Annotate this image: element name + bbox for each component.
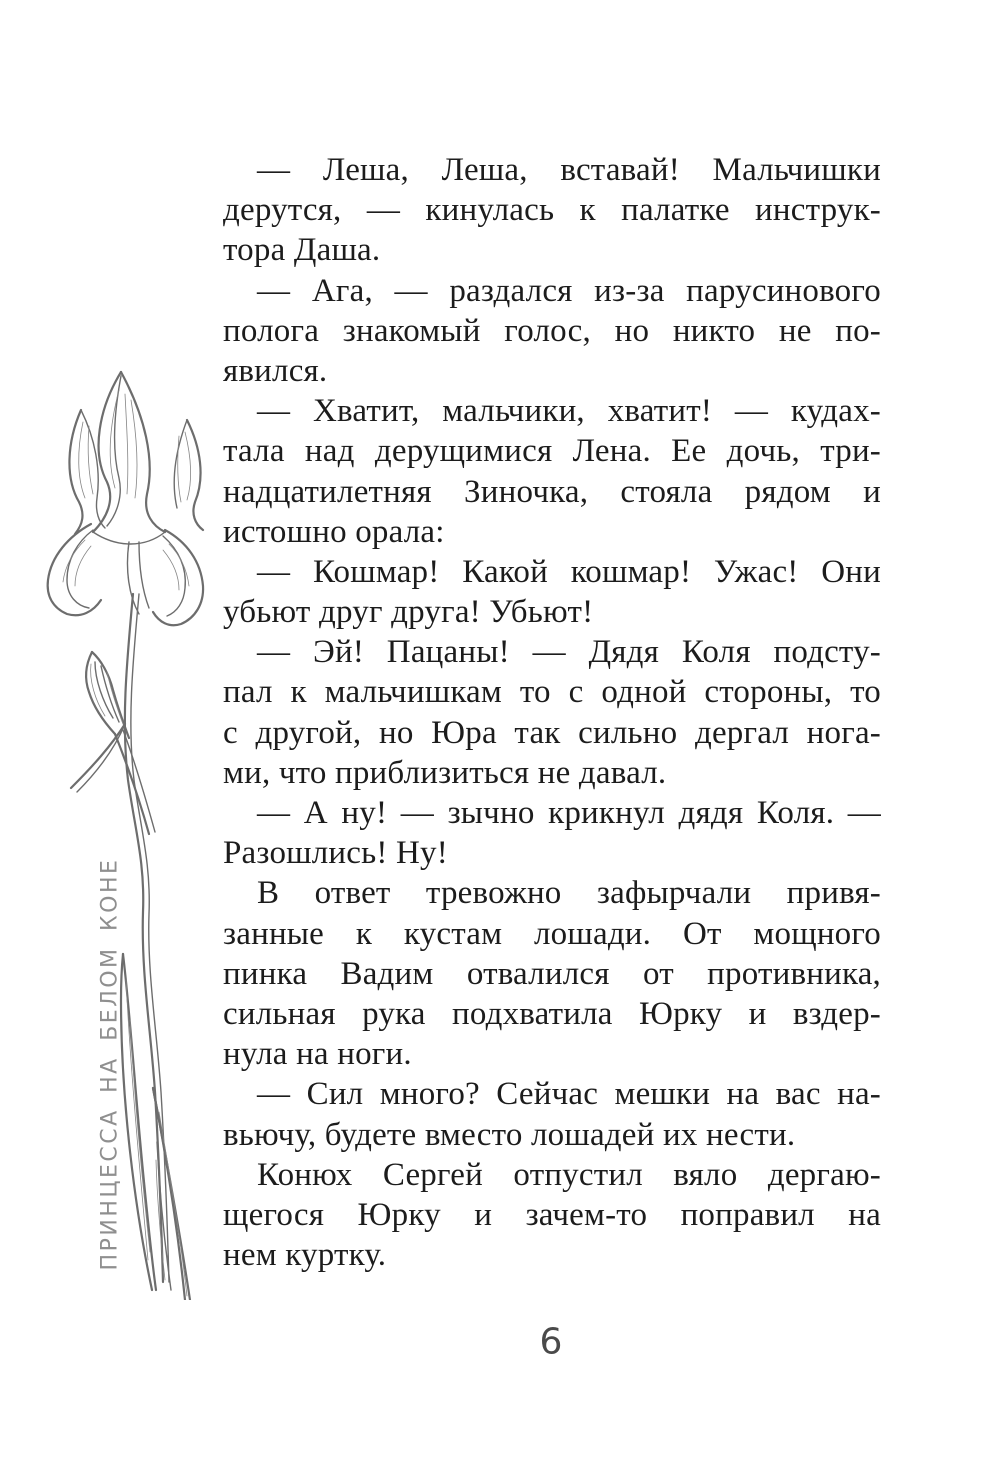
- text-line: В ответ тревожно зафырчали привя-: [257, 875, 881, 912]
- text-line: сильная рука подхватила Юрку и вздер-: [223, 995, 881, 1032]
- text-line: — Сил много? Сейчас мешки на вас на-: [257, 1076, 881, 1113]
- text-line: убьют друг друга! Убьют!: [223, 594, 594, 631]
- text-line: дерутся, — кинулась к палатке инструк-: [223, 192, 881, 229]
- page-number: 6: [539, 1321, 563, 1363]
- text-line: — Эй! Пацаны! — Дядя Коля подсту-: [257, 634, 881, 671]
- iris-flower-drawing: [35, 360, 235, 1300]
- text-line: с другой, но Юра так сильно дергал нога-: [223, 714, 881, 751]
- text-line: ми, что приблизиться не давал.: [223, 754, 667, 791]
- text-line: надцатилетняя Зиночка, стояла рядом и: [223, 473, 881, 510]
- body-text: [223, 150, 881, 1275]
- text-line: явился.: [223, 352, 328, 389]
- text-line: полога знакомый голос, но никто не по-: [223, 312, 881, 349]
- side-running-title: ПРИНЦЕССА НА БЕЛОМ КОНЕ: [97, 857, 123, 1271]
- text-line: — Ага, — раздался из-за парусинового: [257, 272, 881, 309]
- text-line: Разошлись! Ну!: [223, 835, 448, 872]
- text-line: Конюх Сергей отпустил вяло дергаю-: [257, 1156, 881, 1193]
- text-line: тора Даша.: [223, 232, 381, 269]
- text-line: нула на ноги.: [223, 1036, 412, 1073]
- text-line: истошно орала:: [223, 513, 445, 550]
- text-line: — Кошмар! Какой кошмар! Ужас! Они: [257, 553, 881, 590]
- text-line: щегося Юрку и зачем-то поправил на: [223, 1196, 881, 1233]
- text-line: занные к кустам лошади. От мощного: [223, 915, 881, 952]
- text-line: — А ну! — зычно крикнул дядя Коля. —: [257, 795, 881, 831]
- text-line: пал к мальчишкам то с одной стороны, то: [223, 674, 881, 711]
- text-line: нем куртку.: [223, 1237, 387, 1274]
- text-line: — Хватит, мальчики, хватит! — кудах-: [257, 393, 881, 430]
- text-line: пинка Вадим отвалился от противника,: [223, 955, 881, 992]
- text-line: тала над дерущимися Лена. Ее дочь, три-: [223, 433, 881, 470]
- text-line: — Леша, Леша, вставай! Мальчишки: [257, 152, 881, 188]
- iris-illustration: [35, 360, 235, 1300]
- text-line: вьючу, будете вместо лошадей их нести.: [223, 1116, 796, 1153]
